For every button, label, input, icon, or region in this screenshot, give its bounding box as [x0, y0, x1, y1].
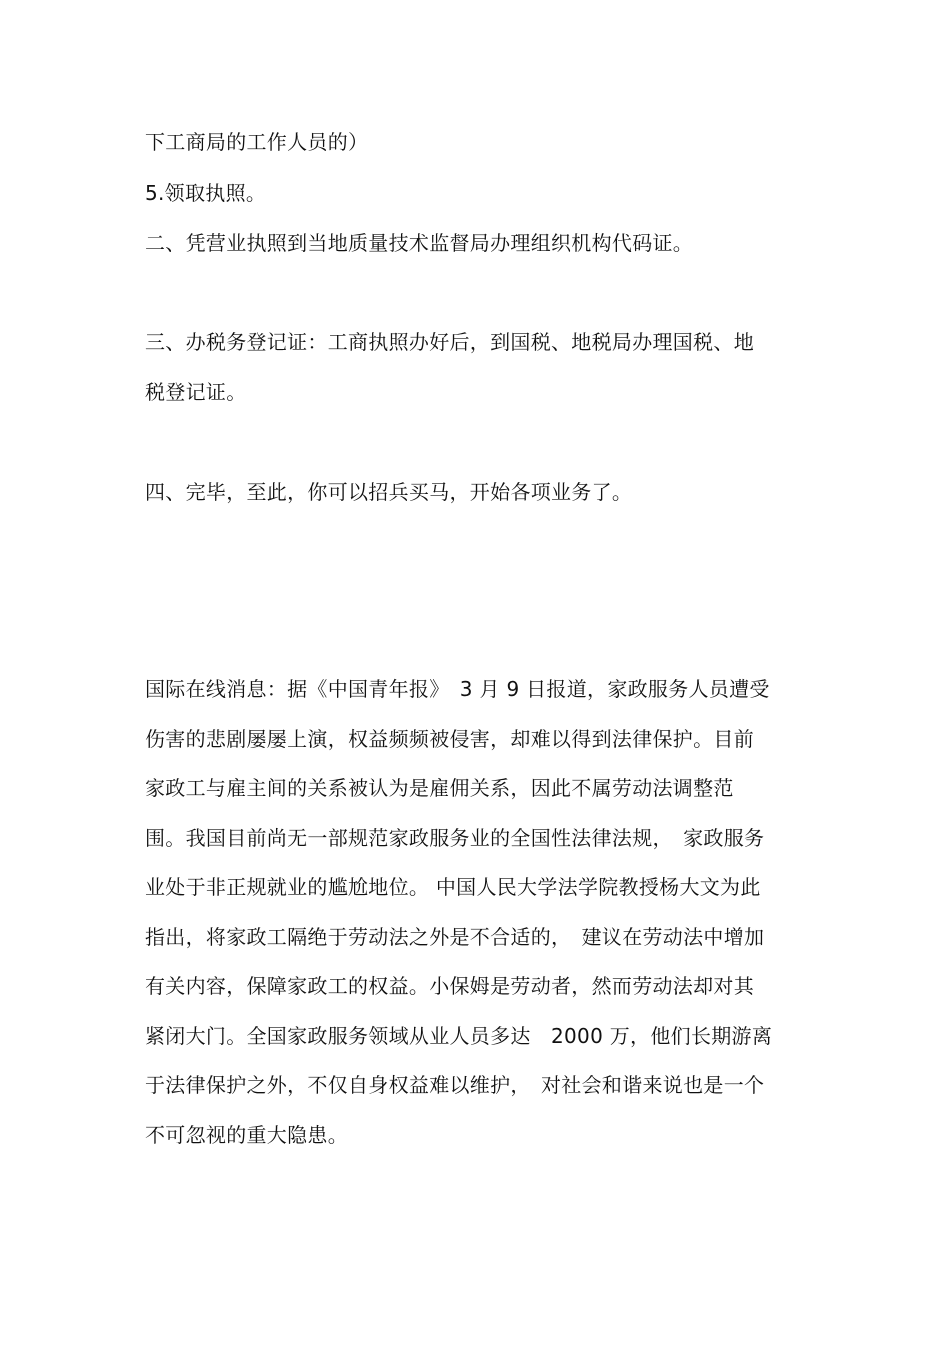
text-line-16: 不可忽视的重大隐患。: [145, 1123, 348, 1147]
text-line-9: 家政工与雇主间的关系被认为是雇佣关系，因此不属劳动法调整范: [145, 776, 734, 800]
text-line-1: 下工商局的工作人员的）: [145, 130, 369, 154]
text-line-3: 二、凭营业执照到当地质量技术监督局办理组织机构代码证。: [145, 231, 694, 255]
text-line-4: 三、办税务登记证：工商执照办好后，到国税、地税局办理国税、地: [145, 330, 754, 354]
text-line-10: 围。我国目前尚无一部规范家政服务业的全国性法律法规， 家政服务: [145, 826, 765, 850]
text-line-8: 伤害的悲剧屡屡上演，权益频频被侵害，却难以得到法律保护。目前: [145, 727, 754, 751]
text-line-15: 于法律保护之外，不仅自身权益难以维护， 对社会和谐来说也是一个: [145, 1073, 765, 1097]
text-line-12: 指出，将家政工隔绝于劳动法之外是不合适的， 建议在劳动法中增加: [145, 925, 765, 949]
text-line-6: 四、完毕，至此，你可以招兵买马，开始各项业务了。: [145, 480, 633, 504]
text-line-5: 税登记证。: [145, 380, 247, 404]
text-line-13: 有关内容，保障家政工的权益。小保姆是劳动者，然而劳动法却对其: [145, 974, 754, 998]
text-line-11: 业处于非正规就业的尴尬地位。 中国人民大学法学院教授杨大文为此: [145, 875, 761, 899]
text-line-2: 5.领取执照。: [145, 181, 267, 205]
text-line-14: 紧闭大门。全国家政服务领域从业人员多达 2000 万，他们长期游离: [145, 1024, 773, 1048]
text-line-7: 国际在线消息：据《中国青年报》 3 月 9 日报道，家政服务人员遭受: [145, 677, 770, 701]
